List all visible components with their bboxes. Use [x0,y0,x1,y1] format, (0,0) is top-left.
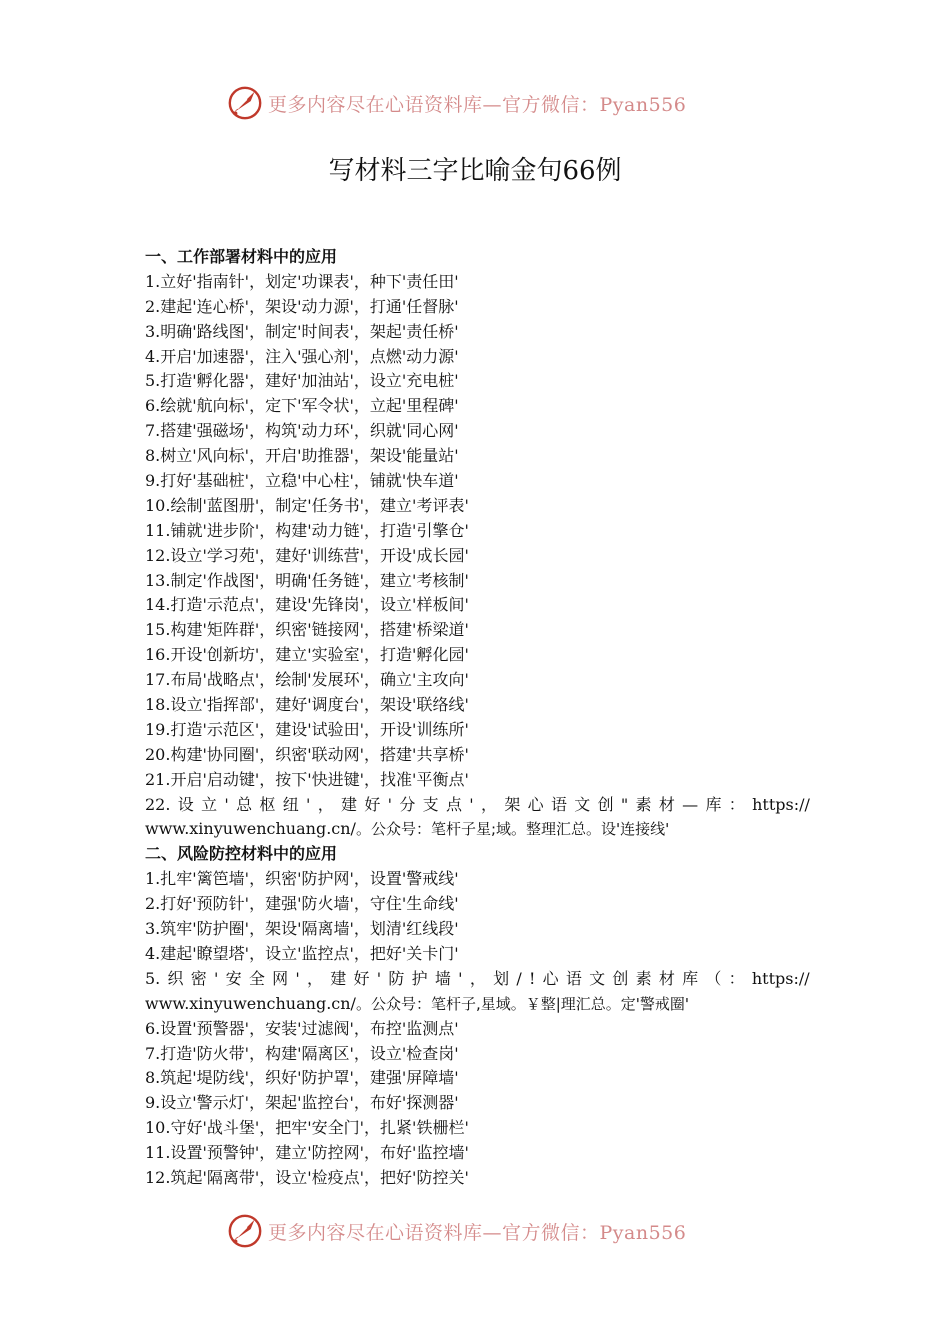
list-item: 6.设置'预警器'，安装'过滤阀'，布控'监测点' [145,1018,459,1038]
website-url: www.xinyuwenchuang.cn/ [145,993,356,1013]
list-item: 13.制定'作战图'，明确'任务链'，建立'考核制' [145,570,469,590]
list-item-token: 创 [612,968,629,988]
list-item: 3.明确'路线图'，制定'时间表'，架起'责任桥' [145,321,459,341]
list-item-token: ' [458,968,463,988]
list-item-token: 建 [341,794,358,814]
list-item-token: 库 [682,968,699,988]
list-item-token: / [516,968,522,988]
list-item: 4.开启'加速器'，注入'强心剂'，点燃'动力源' [145,346,459,366]
list-item: 8.树立'风向标'，开启'助推器'，架设'能量站' [145,446,459,466]
list-item: 21.开启'启动键'，按下'快进键'，找准'平衡点' [145,769,469,789]
list-item-wide [145,793,810,818]
list-item: 15.构建'矩阵群'，织密'链接网'，搭建'桥梁道' [145,620,469,640]
list-item-token: https:// [751,968,810,988]
document-body [145,245,810,1191]
list-item-token: ' [224,794,229,814]
list-item: 9.打好'基础桩'，立稳'中心柱'，铺就'快车道' [145,471,459,491]
list-item-token: 支 [422,794,439,814]
section-heading: 一、工作部署材料中的应用 [145,247,338,266]
list-item-token: ， [481,794,498,814]
list-item: 2.打好'预防针'，建强'防火墙'，守住'生命线' [145,894,459,914]
list-item: 12.设立'学习苑'，建好'训练营'，开设'成长园' [145,545,469,565]
list-item-token: 划 [493,968,510,988]
list-item: 17.布局'战略点'，绘制'发展环'，确立'主攻向' [145,670,469,690]
list-item: 12.筑起'隔离带'，设立'检疫点'，把好'防控关' [145,1167,469,1187]
list-item-token: 好 [353,968,370,988]
list-item-token: 全 [248,968,265,988]
list-item-token: 语 [565,968,582,988]
list-item-token: 分 [399,794,416,814]
website-url: www.xinyuwenchuang.cn/ [145,819,356,839]
list-item-token: 库 [705,794,722,814]
list-item-token: 网 [272,968,289,988]
list-item-token: ' [214,968,219,988]
list-item-token: ! [528,968,536,988]
list-item-token: 素 [635,794,652,814]
list-item: 10.守好'战斗堡'，把牢'安全门'，扎紧'铁栅栏' [145,1118,469,1138]
list-item-token: ' [306,794,311,814]
list-item-token: 织 [167,968,184,988]
list-item: 11.设置'预警钟'，建立'防控网'，布好'监控墙' [145,1143,469,1163]
list-item: 11.铺就'进步阶'，构建'动力链'，打造'引擎仓' [145,520,469,540]
list-item-token: 心 [542,968,559,988]
list-item: 20.构建'协同圈'，织密'联动网'，搭建'共享桥' [145,744,469,764]
banner-text: 更多内容尽在心语资料库—官方微信：Pyan556 [268,1221,687,1244]
list-item-token: 纽 [282,794,299,814]
quill-logo-icon [226,84,264,122]
list-item: 16.开设'创新坊'，建立'实验室'，打造'孵化园' [145,645,469,665]
list-item-token: 5. [145,968,161,988]
list-item-token: 护 [411,968,428,988]
list-item-token: 材 [658,794,675,814]
list-item-token: — [682,794,699,814]
list-item: 1.扎牢'篱笆墙'，织密'防护网'，设置'警戒线' [145,869,459,889]
banner-text: 更多内容尽在心语资料库—官方微信：Pyan556 [268,93,687,116]
list-item-token: ' [295,968,300,988]
list-item: 6.绘就'航向标'，定下'军令状'，立起'里程碑' [145,396,459,416]
list-item-token: ' [376,968,382,988]
header-watermark-banner [0,80,950,126]
list-item-token: 22. [145,794,171,814]
list-item-token: （ [705,968,722,988]
list-item-token: ， [469,968,486,988]
list-item-token: 材 [658,968,675,988]
list-item-token: ， [317,794,334,814]
list-item-token: 密 [190,968,207,988]
list-item-token: 安 [225,968,242,988]
list-item-token: 心 [527,794,544,814]
section2-list-b [145,1017,810,1191]
list-item-token: 架 [504,794,521,814]
list-item-token: 语 [550,794,567,814]
list-item-token: 点 [445,794,462,814]
list-item: 8.筑起'堤防线'，织好'防护罩'，建强'屏障墙' [145,1068,459,1088]
list-item: 7.打造'防火带'，构建'隔离区'，设立'检查岗' [145,1043,459,1063]
footer-watermark-banner [0,1208,950,1254]
list-item-wide [145,967,810,992]
continuation-text: 。公众号：笔杆子星;域。整理汇总。设'连接线' [355,820,670,839]
list-item-token: ： [728,968,745,988]
list-item-token: ' [387,794,393,814]
page-title: 写材料三字比喻金句66例 [328,156,622,186]
list-item-token: 防 [388,968,405,988]
list-item: 1.立好'指南针'，划定'功课表'，种下'责任田' [145,271,459,291]
list-item: 4.建起'瞭望塔'，设立'监控点'，把好'关卡门' [145,943,459,963]
list-item: 9.设立'警示灯'，架起'监控台'，布好'探测器' [145,1093,459,1113]
list-item-token: 总 [236,794,253,814]
list-item: 10.绘制'蓝图册'，制定'任务书'，建立'考评表' [145,495,469,515]
list-item-continuation [145,992,810,1017]
continuation-text: 。公众号：笔杆子,星域。￥整|理汇总。定'警戒圈' [355,994,690,1013]
list-item: 14.打造'示范点'，建设'先锋岗'，设立'样板间' [145,595,469,615]
list-item-token: 文 [574,794,591,814]
list-item-token: 文 [589,968,606,988]
list-item: 7.搭建'强磁场'，构筑'动力环'，织就'同心网' [145,421,459,441]
list-item: 19.打造'示范区'，建设'试验田'，开设'训练所' [145,719,469,739]
list-item-token: 设 [177,794,194,814]
list-item-token: ： [728,794,745,814]
list-item: 18.设立'指挥部'，建好'调度台'，架设'联络线' [145,695,469,715]
list-item: 5.打造'孵化器'，建好'加油站'，设立'充电桩' [145,371,459,391]
list-item-token: https:// [752,794,810,814]
section1-list [145,270,810,793]
list-item-token: 墙 [434,968,451,988]
list-item-token: 建 [330,968,347,988]
quill-logo-icon [226,1212,264,1250]
list-item-token: " [620,794,629,814]
list-item-token: 枢 [259,794,276,814]
list-item-token: 立 [201,794,218,814]
section2-list-a [145,867,810,967]
list-item-token: 好 [364,794,381,814]
list-item: 3.筑牢'防护圈'，架设'隔离墙'，划清'红线段' [145,919,459,939]
list-item-token: 素 [635,968,652,988]
list-item-token: ， [307,968,324,988]
list-item: 2.建起'连心桥'，架设'动力源'，打通'任督脉' [145,296,459,316]
section-heading: 二、风险防控材料中的应用 [145,844,338,864]
list-item-token: ' [469,794,474,814]
list-item-continuation [145,817,810,842]
list-item-token: 创 [597,794,614,814]
